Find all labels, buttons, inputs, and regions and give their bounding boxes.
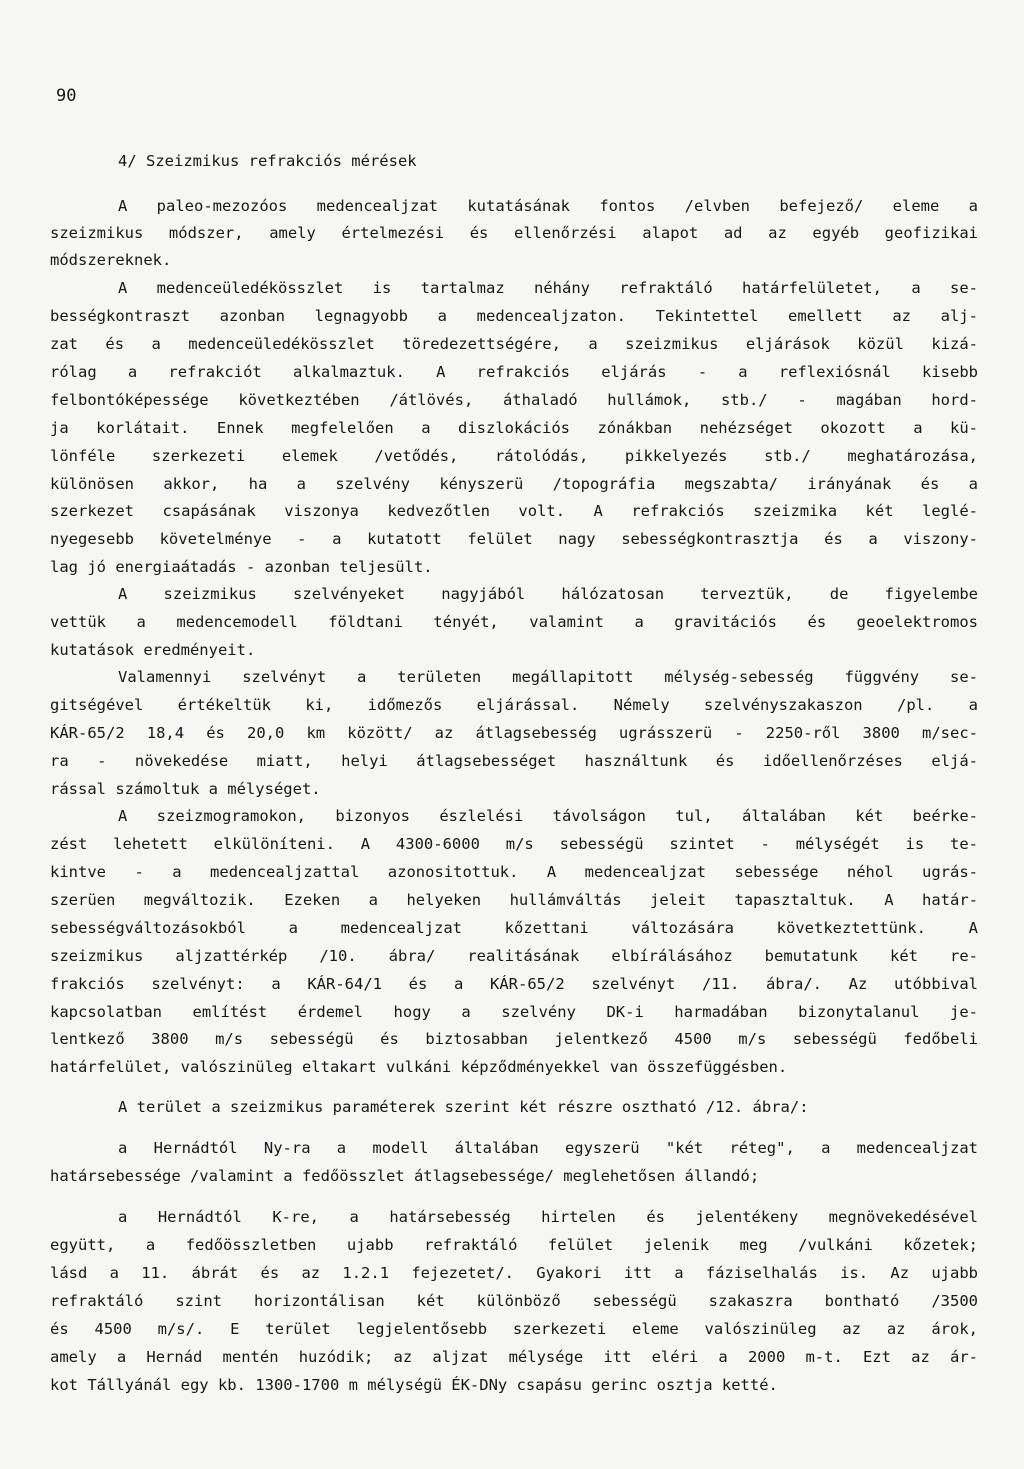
- text-line: A szeizmogramokon, bizonyos észlelési távolságon tul, általában két beérke-: [118, 807, 978, 825]
- text-line: kutatások eredményeit.: [50, 641, 256, 659]
- text-line: határfelület, valószinüleg eltakart vulkáni képződményekkel van összefüggésben.: [50, 1058, 788, 1076]
- text-line: gitségével értékeltük ki, időmezős eljárással. Némely szelvényszakaszon /pl. a: [50, 696, 978, 714]
- text-line: rólag a refrakciót alkalmaztuk. A refrakciós eljárás - a reflexiósnál kisebb: [50, 363, 978, 381]
- text-line: A terület a szeizmikus paraméterek szerint két részre osztható /12. ábra/:: [118, 1098, 809, 1116]
- text-line: lönféle szerkezeti elemek /vetődés, rátolódás, pikkelyezés stb./ meghatározása,: [50, 447, 978, 465]
- text-line: KÁR-65/2 18,4 és 20,0 km között/ az átlagsebesség ugrásszerü - 2250-ről 3800 m/sec-: [50, 724, 978, 742]
- text-line: együtt, a fedőösszletben ujabb refraktáló felület jelenik meg /vulkáni kőzetek;: [50, 1236, 978, 1254]
- text-line: zat és a medenceüledékösszlet töredezettségére, a szeizmikus eljárások közül kizá-: [50, 335, 978, 353]
- text-line: lag jó energiaátadás - azonban teljesült.: [50, 558, 433, 576]
- text-line: különösen akkor, ha a szelvény kényszerü /topográfia megszabta/ irányának és a: [50, 475, 978, 493]
- text-line: amely a Hernád mentén huzódik; az aljzat mélysége itt eléri a 2000 m-t. Ezt az ár-: [50, 1348, 978, 1366]
- text-line: kintve - a medencealjzattal azonositottuk. A medencealjzat sebessége néhol ugrás-: [50, 863, 978, 881]
- text-line: lásd a 11. ábrát és az 1.2.1 fejezetet/. Gyakori itt a fáziselhalás is. Az ujabb: [50, 1264, 978, 1282]
- text-line: kot Tállyánál egy kb. 1300-1700 m mélységü ÉK-DNy csapásu gerinc osztja ketté.: [50, 1376, 778, 1394]
- text-line: sebességváltozásokból a medencealjzat kőzettani változására következtettünk. A: [50, 919, 978, 937]
- text-line: a Hernádtól Ny-ra a modell általában egyszerü "két réteg", a medencealjzat: [118, 1139, 978, 1157]
- text-line: vettük a medencemodell földtani tényét, valamint a gravitációs és geoelektromos: [50, 613, 978, 631]
- text-line: rással számoltuk a mélységet.: [50, 780, 321, 798]
- text-line: határsebessége /valamint a fedőösszlet átlagsebessége/ meglehetősen állandó;: [50, 1167, 760, 1185]
- text-line: lentkező 3800 m/s sebességü és biztosabban jelentkező 4500 m/s sebességü fedőbeli: [50, 1030, 978, 1048]
- text-line: a Hernádtól K-re, a határsebesség hirtelen és jelentékeny megnövekedésével: [118, 1208, 978, 1226]
- text-line: ja korlátait. Ennek megfelelően a diszlokációs zónákban nehézséget okozott a kü-: [50, 419, 978, 437]
- text-line: nyegesebb követelménye - a kutatott felület nagy sebességkontrasztja és a viszony-: [50, 530, 978, 548]
- text-line: zést lehetett elkülöníteni. A 4300-6000 m/s sebességü szintet - mélységét is te-: [50, 835, 978, 853]
- text-line: ra - növekedése miatt, helyi átlagsebességet használtunk és időellenőrzéses eljá-: [50, 752, 978, 770]
- text-line: frakciós szelvényt: a KÁR-64/1 és a KÁR-65/2 szelvényt /11. ábra/. Az utóbbival: [50, 975, 978, 993]
- text-line: szerkezet csapásának viszonya kedvezőtlen volt. A refrakciós szeizmika két leglé-: [50, 502, 978, 520]
- text-line: felbontóképessége következtében /átlövés, áthaladó hullámok, stb./ - magában hord-: [50, 391, 978, 409]
- text-line: szeizmikus aljzattérkép /10. ábra/ realitásának elbírálásához bemutatunk két re-: [50, 947, 978, 965]
- section-heading: 4/ Szeizmikus refrakciós mérések: [118, 152, 417, 170]
- text-line: A medenceüledékösszlet is tartalmaz néhány refraktáló határfelületet, a se-: [118, 279, 978, 297]
- text-line: bességkontraszt azonban legnagyobb a medencealjzaton. Tekintettel emellett az alj-: [50, 307, 978, 325]
- text-line: és 4500 m/s/. E terület legjelentősebb szerkezeti eleme valószinüleg az az árok,: [50, 1320, 978, 1338]
- text-line: szerüen megváltozik. Ezeken a helyeken hullámváltás jeleit tapasztaltuk. A határ-: [50, 891, 978, 909]
- text-line: refraktáló szint horizontálisan két különböző sebességü szakaszra bontható /3500: [50, 1292, 978, 1310]
- text-line: A szeizmikus szelvényeket nagyjából hálózatosan terveztük, de figyelembe: [118, 585, 978, 603]
- text-line: módszereknek.: [50, 251, 172, 269]
- text-line: kapcsolatban említést érdemel hogy a szelvény DK-i harmadában bizonytalanul je-: [50, 1003, 978, 1021]
- text-line: Valamennyi szelvényt a területen megállapitott mélység-sebesség függvény se-: [118, 668, 978, 686]
- text-line: A paleo-mezozóos medencealjzat kutatásának fontos /elvben befejező/ eleme a: [118, 197, 978, 215]
- page-number: 90: [56, 86, 77, 106]
- text-line: szeizmikus módszer, amely értelmezési és ellenőrzési alapot ad az egyéb geofizikai: [50, 224, 978, 242]
